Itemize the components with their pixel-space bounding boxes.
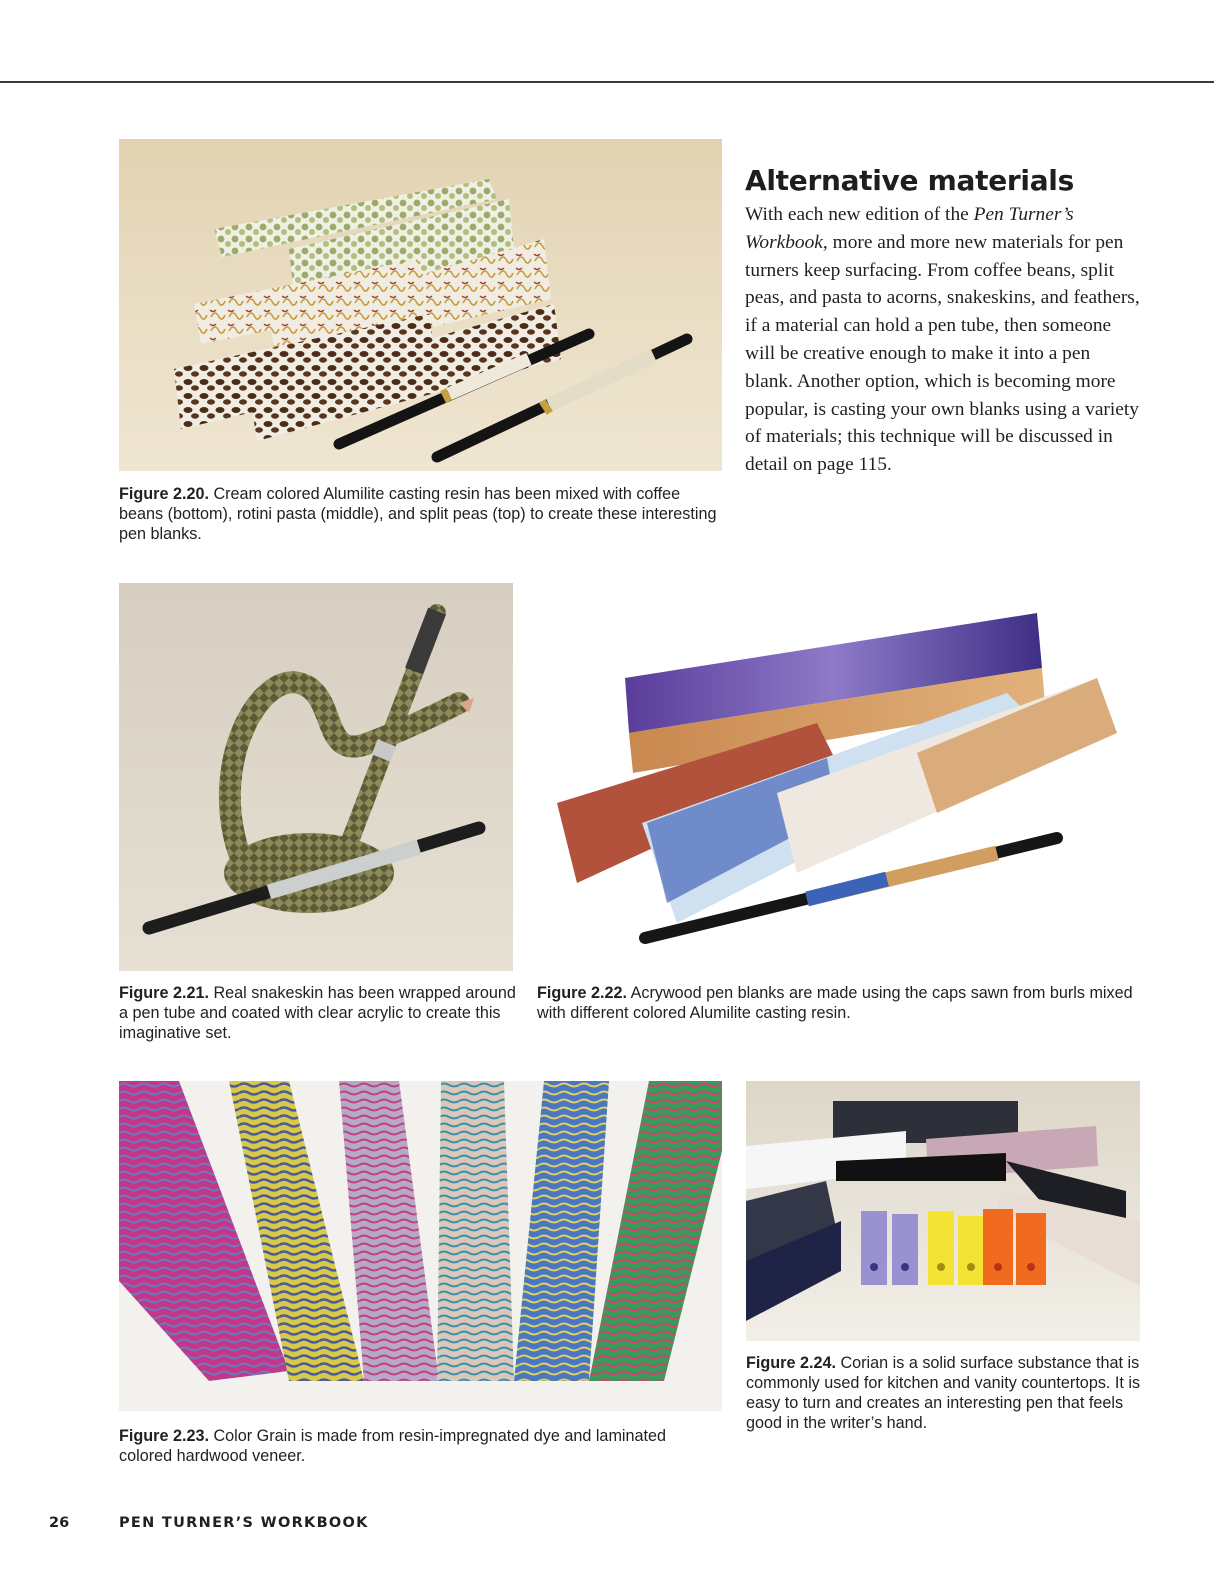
figure-2-23-caption: Figure 2.23. Color Grain is made from resin-impregnated dye and laminated colored hardwood veneer. — [119, 1427, 667, 1465]
figure-label: Figure 2.23. — [119, 1427, 209, 1445]
book-title: Pen Turner’s Workbook — [745, 204, 1074, 253]
figure-2-21-photo — [119, 583, 513, 971]
header-rule — [0, 81, 1214, 83]
figure-2-23-photo — [119, 1081, 722, 1411]
figure-2-20-caption: Figure 2.20. Cream colored Alumilite casting resin has been mixed with coffee beans (bottom), rotini pasta (middle), and split peas (top) to create these interesting pen blanks. — [119, 485, 717, 543]
figure-2-22-photo — [537, 583, 1140, 971]
figure-label: Figure 2.22. — [537, 984, 627, 1002]
figure-2-21-caption: Figure 2.21. Real snakeskin has been wrapped around a pen tube and coated with clear acrylic to create this imaginative set. — [119, 984, 516, 1042]
figure-label: Figure 2.20. — [119, 485, 209, 503]
figure-2-20-photo — [119, 139, 722, 471]
section-heading: Alternative materials — [745, 164, 1074, 197]
figure-label: Figure 2.21. — [119, 984, 209, 1002]
figure-label: Figure 2.24. — [746, 1354, 836, 1372]
figure-2-22-caption: Figure 2.22. Acrywood pen blanks are made using the caps sawn from burls mixed with different colored Alumilite casting resin. — [537, 984, 1133, 1022]
running-title: PEN TURNER’S WORKBOOK — [119, 1515, 369, 1531]
page-number: 26 — [49, 1515, 70, 1531]
section-body: With each new edition of the Pen Turner’s Workbook, more and more new materials for pen turners keep surfacing. From coffee beans, split peas, and pasta to acorns, snakeskins, and feathers, if a material can hold a pen tube, then someone will be creative enough to make it into a pen blank. Another option, which is becoming more popular, is casting your own blanks using a variety of materials; this technique will be discussed in detail on page 115. — [745, 204, 1140, 476]
figure-2-24-caption: Figure 2.24. Corian is a solid surface substance that is commonly used for kitchen and vanity countertops. It is easy to turn and creates an interesting pen that feels good in the writer’s hand. — [746, 1354, 1141, 1432]
figure-2-24-photo — [746, 1081, 1140, 1341]
